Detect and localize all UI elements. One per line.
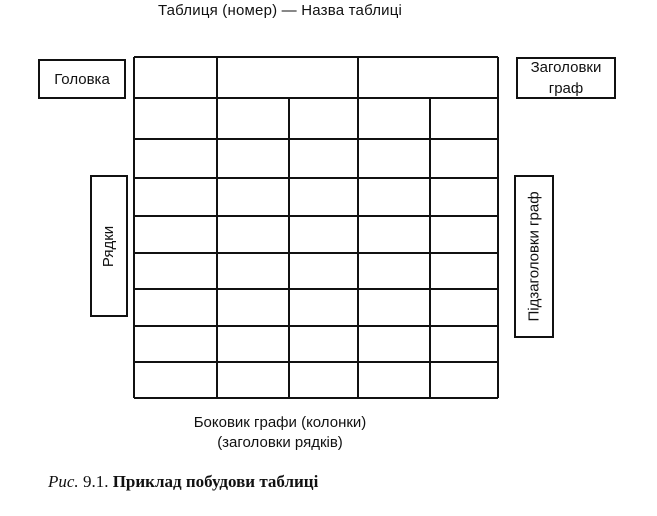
sub-headers-label: Підзаголовки граф [525, 191, 543, 322]
caption-number: 9.1. [78, 472, 113, 491]
rows-label: Рядки [100, 225, 118, 267]
caption-prefix: Рис. [48, 472, 79, 491]
stub-label-line2: (заголовки рядків) [217, 434, 343, 451]
caption-text: Приклад побудови таблиці [112, 472, 319, 491]
figure-caption [48, 472, 318, 492]
column-headers-label-line1: Заголовки [530, 59, 602, 76]
head-label: Головка [54, 70, 110, 88]
column-headers-label-line2: граф [548, 80, 584, 97]
table-title-label: Таблиця (номер) — Назва таблиці [157, 2, 403, 19]
stub-label-line1: Боковик графи (колонки) [193, 414, 367, 431]
